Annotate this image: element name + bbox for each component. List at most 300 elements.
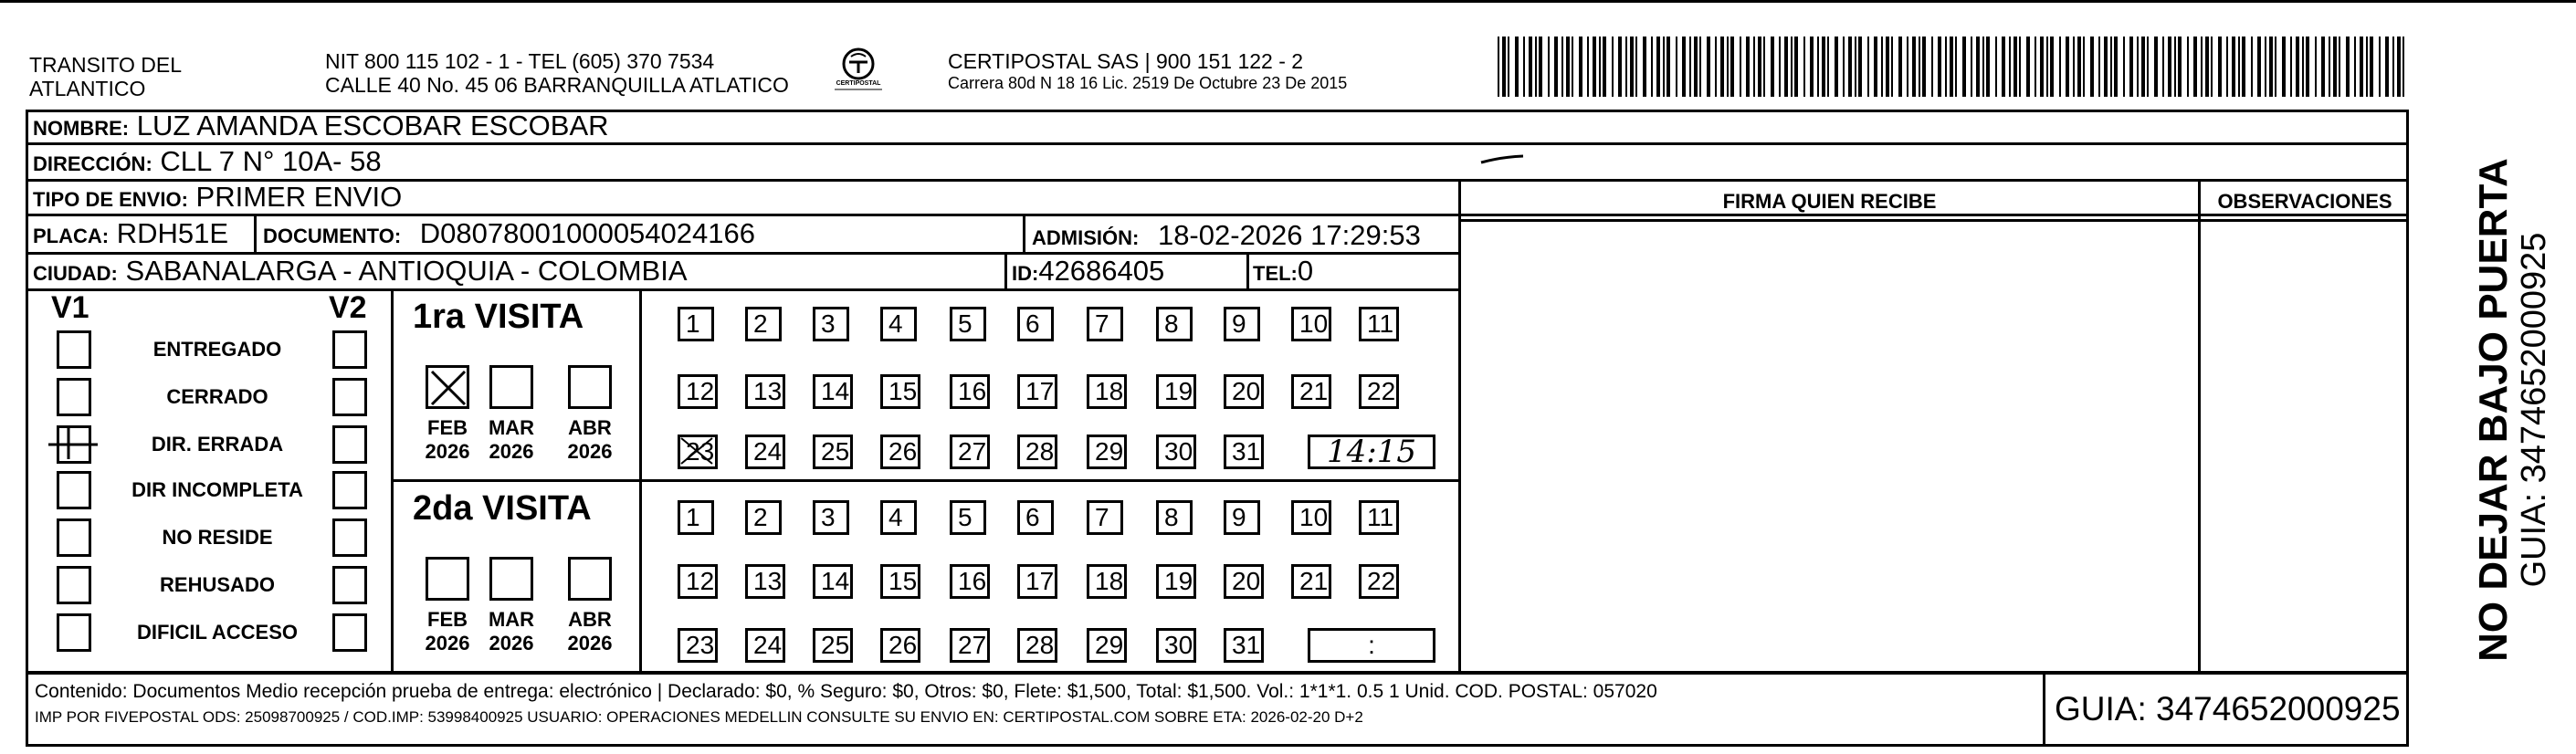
v2-label: V2 <box>329 290 367 325</box>
direccion-field <box>33 145 382 181</box>
barcode-bar <box>2238 37 2240 97</box>
barcode-bar <box>1835 37 1838 97</box>
barcode-bar <box>2290 37 2292 97</box>
v2-checkbox <box>332 330 367 369</box>
day-box: 29 <box>1087 435 1127 469</box>
status-option-label: DIR. ERRADA <box>151 433 284 456</box>
day-box: 7 <box>1087 307 1123 341</box>
month-year: 2026 <box>489 440 534 463</box>
day-box: 20 <box>1224 564 1264 599</box>
barcode-bar <box>1891 37 1893 97</box>
barcode-bar <box>1950 37 1953 97</box>
tipo-label: TIPO DE ENVIO: <box>33 188 188 211</box>
tel-field <box>1253 255 1313 290</box>
barcode-bar <box>2392 37 2394 97</box>
barcode-bar <box>1663 37 1665 97</box>
v2-checkbox <box>332 566 367 604</box>
barcode-bar <box>1689 37 1691 97</box>
rule <box>1458 219 2409 222</box>
barcode-bar <box>2242 37 2245 97</box>
day-box: 19 <box>1156 564 1196 599</box>
day-box: 22 <box>1359 564 1399 599</box>
admision-value: 18-02-2026 17:29:53 <box>1157 219 1421 251</box>
barcode-bar <box>2385 37 2389 97</box>
barcode-bar <box>1848 37 1852 97</box>
barcode-bar <box>1810 37 1814 97</box>
day-box: 28 <box>1017 435 1057 469</box>
barcode-bar <box>1791 37 1793 97</box>
day-box: 9 <box>1224 307 1260 341</box>
barcode-bar <box>1707 37 1710 97</box>
day-box: 26 <box>880 628 920 663</box>
day-box: 19 <box>1156 374 1196 409</box>
day-box: 16 <box>950 564 990 599</box>
id-field <box>1012 255 1164 290</box>
month-name: ABR <box>568 416 612 439</box>
barcode-bar <box>1855 37 1856 97</box>
barcode-bar <box>1523 37 1525 97</box>
barcode-bar <box>2226 37 2228 97</box>
id-value: 42686405 <box>1038 255 1165 287</box>
barcode-bar <box>1919 37 1920 97</box>
footer-contenido: Contenido: Documentos Medio recepción prueba de entrega: electrónico | Declarado: $0, % Seguro: $0, Otros: $0, Flete: $1,500, Total: $1,500. Vol.: 1*1*1. 0.5 1 Unid. COD. POSTAL: 057020 <box>35 681 1657 702</box>
barcode-bar <box>2265 37 2266 97</box>
barcode-bar <box>1618 37 1622 97</box>
barcode-bar <box>1682 37 1686 97</box>
month-label <box>420 416 475 464</box>
barcode-bar <box>2019 37 2021 97</box>
rule <box>254 214 257 252</box>
side-text <box>2418 146 2553 666</box>
v1-checkbox <box>57 425 91 464</box>
nombre-label: NOMBRE: <box>33 117 130 140</box>
barcode-bar <box>1730 37 1734 97</box>
no-dejar-bajo-puerta: NO DEJAR BAJO PUERTA <box>2471 158 2516 662</box>
day-box: 23 <box>678 435 718 469</box>
day-box: 31 <box>1224 628 1264 663</box>
tel-value: 0 <box>1297 255 1314 287</box>
barcode-bar <box>2282 37 2286 97</box>
day-box: 27 <box>950 628 990 663</box>
logo-lettering: CERTIPOSTAL <box>836 80 881 87</box>
barcode-bar <box>2397 37 2401 97</box>
admision-field <box>1032 219 1421 255</box>
day-box: 25 <box>813 628 853 663</box>
rule <box>1004 252 1007 288</box>
barcode-icon <box>1498 37 2411 97</box>
barcode-bar <box>2002 37 2005 97</box>
day-box: 17 <box>1017 374 1057 409</box>
month-name: FEB <box>427 608 468 631</box>
barcode-bar <box>2090 37 2094 97</box>
barcode-bar <box>1694 37 1698 97</box>
v2-checkbox <box>332 425 367 464</box>
barcode-bar <box>2379 37 2381 97</box>
barcode-bar <box>1962 37 1966 97</box>
barcode-bar <box>1931 37 1933 97</box>
barcode-bar <box>1771 37 1774 97</box>
barcode-bar <box>1995 37 1997 97</box>
month-label <box>420 608 475 655</box>
day-box: 25 <box>813 435 853 469</box>
certipostal-logo <box>831 44 886 100</box>
barcode-bar <box>2251 37 2253 97</box>
ciudad-field <box>33 255 688 290</box>
barcode-bar <box>1982 37 1984 97</box>
month-year: 2026 <box>425 440 470 463</box>
day-box: 23 <box>678 628 718 663</box>
month-checkbox <box>426 557 469 601</box>
barcode-bar <box>2035 37 2036 97</box>
barcode-bar <box>1720 37 1724 97</box>
barcode-bar <box>2275 37 2276 97</box>
day-box: 22 <box>1359 374 1399 409</box>
footer-frame <box>26 672 2409 747</box>
day-box: 5 <box>950 500 986 535</box>
barcode-bar <box>1554 37 1558 97</box>
barcode-bar <box>2129 37 2133 97</box>
day-box: 6 <box>1017 500 1054 535</box>
nombre-field <box>33 110 609 145</box>
day-box: 18 <box>1087 564 1127 599</box>
barcode-bar <box>2114 37 2118 97</box>
barcode-bar <box>1515 37 1519 97</box>
barcode-bar <box>1727 37 1729 97</box>
month-year: 2026 <box>425 632 470 655</box>
barcode-bar <box>1548 37 1550 97</box>
barcode-bar <box>2296 37 2299 97</box>
barcode-bar <box>1498 37 1499 97</box>
barcode-bar <box>1794 37 1798 97</box>
firma-header: FIRMA QUIEN RECIBE <box>1722 190 1937 213</box>
direccion-label: DIRECCIÓN: <box>33 152 152 175</box>
ciudad-label: CIUDAD: <box>33 262 118 285</box>
day-box: 15 <box>880 564 920 599</box>
month-label <box>484 416 539 464</box>
barcode-bar <box>2098 37 2100 97</box>
barcode-bar <box>1566 37 1570 97</box>
barcode-bar <box>1593 37 1596 97</box>
status-option-label: DIR INCOMPLETA <box>131 478 303 501</box>
barcode-bar <box>2162 37 2164 97</box>
barcode-bar <box>1763 37 1765 97</box>
direccion-value: CLL 7 N° 10A- 58 <box>160 145 382 177</box>
barcode-bar <box>2193 37 2197 97</box>
nombre-value: LUZ AMANDA ESCOBAR ESCOBAR <box>136 110 609 141</box>
barcode-bar <box>1886 37 1889 97</box>
barcode-bar <box>2137 37 2139 97</box>
barcode-bar <box>1612 37 1614 97</box>
day-box: 4 <box>880 307 917 341</box>
barcode-bar <box>2009 37 2011 97</box>
status-option-label: ENTREGADO <box>152 338 282 361</box>
barcode-bar <box>2218 37 2222 97</box>
month-name: FEB <box>427 416 468 439</box>
barcode-bar <box>1784 37 1788 97</box>
status-option-label: DIFICIL ACCESO <box>136 621 298 644</box>
barcode-bar <box>2040 37 2044 97</box>
ciudad-value: SABANALARGA - ANTIOQUIA - COLOMBIA <box>125 255 688 287</box>
status-option-label: NO RESIDE <box>162 526 273 549</box>
barcode-bar <box>2354 37 2356 97</box>
day-box: 8 <box>1156 307 1193 341</box>
barcode-bar <box>2403 37 2404 97</box>
footer-imp: IMP POR FIVEPOSTAL ODS: 25098700925 / COD.IMP: 53998400925 USUARIO: OPERACIONES MEDELLIN CONSULTE SU ENVIO EN: CERTIPOSTAL.COM SOBRE ETA: 2026-02-20 D+2 <box>35 708 1363 726</box>
barcode-bar <box>2232 37 2235 97</box>
barcode-bar <box>1922 37 1926 97</box>
day-box: 10 <box>1291 500 1331 535</box>
day-box: 27 <box>950 435 990 469</box>
day-box: 18 <box>1087 374 1127 409</box>
month-name: MAR <box>488 416 535 439</box>
barcode-bar <box>2370 37 2373 97</box>
barcode-bar <box>2077 37 2081 97</box>
month-checkbox <box>568 557 612 601</box>
side-guia: GUIA: 3474652000925 <box>2515 232 2553 588</box>
barcode-bar <box>2141 37 2145 97</box>
barcode-bar <box>2187 37 2189 97</box>
day-box: 11 <box>1359 307 1399 341</box>
barcode-bar <box>2306 37 2309 97</box>
barcode-bar <box>2046 37 2048 97</box>
barcode-bar <box>1539 37 1542 97</box>
month-year: 2026 <box>567 440 613 463</box>
month-checkbox <box>489 365 533 409</box>
second-visit-title: 2da VISITA <box>413 489 592 528</box>
month-name: MAR <box>488 608 535 631</box>
day-box: 8 <box>1156 500 1193 535</box>
barcode-bar <box>1625 37 1627 97</box>
day-box: 28 <box>1017 628 1057 663</box>
barcode-bar <box>1561 37 1563 97</box>
barcode-bar <box>1651 37 1653 97</box>
tipo-value: PRIMER ENVIO <box>195 181 403 213</box>
barcode-bar <box>1945 37 1947 97</box>
barcode-bar <box>2346 37 2350 97</box>
barcode-bar <box>1587 37 1589 97</box>
barcode-bar <box>2302 37 2304 97</box>
barcode-bar <box>1938 37 1941 97</box>
barcode-bar <box>2147 37 2149 97</box>
barcode-bar <box>1817 37 1819 97</box>
observaciones-header: OBSERVACIONES <box>2217 190 2392 213</box>
day-box: 2 <box>745 307 782 341</box>
barcode-bar <box>2333 37 2337 97</box>
v2-checkbox <box>332 471 367 509</box>
barcode-bar <box>1535 37 1537 97</box>
day-box: 4 <box>880 500 917 535</box>
barcode-bar <box>2066 37 2069 97</box>
barcode-bar <box>1740 37 1741 97</box>
month-label <box>484 608 539 655</box>
barcode-bar <box>1843 37 1845 97</box>
barcode-bar <box>2059 37 2061 97</box>
barcode-bar <box>2123 37 2125 97</box>
placa-field <box>33 217 228 253</box>
barcode-bar <box>1746 37 1750 97</box>
status-option-label: CERRADO <box>166 385 268 408</box>
month-checkbox <box>568 365 612 409</box>
documento-label: DOCUMENTO: <box>263 225 402 247</box>
barcode-bar <box>1803 37 1805 97</box>
barcode-bar <box>1986 37 1990 97</box>
documento-field <box>263 217 755 253</box>
rule <box>391 479 1461 482</box>
rule <box>1458 179 1461 672</box>
barcode-bar <box>1753 37 1755 97</box>
barcode-bar <box>2026 37 2030 97</box>
v1-checkbox <box>57 518 91 557</box>
tipo-envio-field <box>33 181 402 216</box>
day-box: 11 <box>1359 500 1399 535</box>
day-box: 13 <box>745 564 785 599</box>
rule <box>1023 214 1025 252</box>
day-box: 2 <box>745 500 782 535</box>
barcode-bar <box>2050 37 2054 97</box>
barcode-bar <box>1858 37 1862 97</box>
day-box: 17 <box>1017 564 1057 599</box>
barcode-bar <box>1715 37 1717 97</box>
v1-checkbox <box>57 566 91 604</box>
tel-label: TEL: <box>1253 262 1298 285</box>
barcode-bar <box>1508 37 1509 97</box>
barcode-bar <box>2073 37 2075 97</box>
first-visit-title: 1ra VISITA <box>413 298 584 336</box>
sender-name: TRANSITO DEL ATLANTICO <box>29 53 182 100</box>
barcode-bar <box>2211 37 2213 97</box>
barcode-bar <box>1881 37 1883 97</box>
barcode-bar <box>2269 37 2273 97</box>
barcode-bar <box>2315 37 2317 97</box>
documento-value: D08078001000054024166 <box>419 217 755 249</box>
barcode-bar <box>1874 37 1877 97</box>
barcode-bar <box>2360 37 2363 97</box>
id-label: ID: <box>1012 262 1039 285</box>
barcode-bar <box>2205 37 2209 97</box>
barcode-bar <box>1603 37 1606 97</box>
barcode-bar <box>1779 37 1781 97</box>
barcode-bar <box>1912 37 1916 97</box>
day-box: 15 <box>880 374 920 409</box>
barcode-bar <box>1827 37 1829 97</box>
barcode-bar <box>1635 37 1637 97</box>
month-year: 2026 <box>489 632 534 655</box>
day-box: 21 <box>1291 374 1331 409</box>
day-box: 1 <box>678 500 714 535</box>
day-box: 9 <box>1224 500 1260 535</box>
barcode-bar <box>1643 37 1646 97</box>
barcode-bar <box>1630 37 1634 97</box>
month-label <box>563 416 617 464</box>
barcode-bar <box>2083 37 2085 97</box>
day-box: 24 <box>745 435 785 469</box>
barcode-bar <box>2339 37 2340 97</box>
day-box: 10 <box>1291 307 1331 341</box>
day-box: 31 <box>1224 435 1264 469</box>
v2-checkbox <box>332 613 367 652</box>
barcode-bar <box>2104 37 2108 97</box>
barcode-bar <box>1907 37 1908 97</box>
barcode-bar <box>2154 37 2158 97</box>
day-box: 12 <box>678 564 718 599</box>
pen-mark <box>1479 153 1525 166</box>
first-visit-time: 14:15 <box>1308 435 1435 469</box>
v1-checkbox <box>57 330 91 369</box>
barcode-bar <box>1502 37 1506 97</box>
barcode-bar <box>1656 37 1660 97</box>
day-box: 26 <box>880 435 920 469</box>
day-box: 21 <box>1291 564 1331 599</box>
barcode-bar <box>2178 37 2182 97</box>
rule <box>2198 179 2201 672</box>
day-box: 29 <box>1087 628 1127 663</box>
day-box: 5 <box>950 307 986 341</box>
barcode-bar <box>1758 37 1761 97</box>
v2-checkbox <box>332 518 367 557</box>
second-visit-time: : <box>1308 628 1435 663</box>
status-option-label: REHUSADO <box>160 573 275 596</box>
day-box: 1 <box>678 307 714 341</box>
barcode-bar <box>1955 37 1957 97</box>
barcode-bar <box>2174 37 2176 97</box>
barcode-bar <box>1699 37 1701 97</box>
v2-checkbox <box>332 378 367 416</box>
barcode-bar <box>2257 37 2261 97</box>
barcode-bar <box>1529 37 1532 97</box>
month-checkbox <box>426 365 469 409</box>
day-box: 7 <box>1087 500 1123 535</box>
day-box: 13 <box>745 374 785 409</box>
barcode-bar <box>1572 37 1573 97</box>
day-box: 24 <box>745 628 785 663</box>
barcode-bar <box>1579 37 1582 97</box>
barcode-bar <box>1667 37 1670 97</box>
month-label <box>563 608 617 655</box>
day-box: 14 <box>813 374 853 409</box>
barcode-bar <box>1976 37 1980 97</box>
placa-value: RDH51E <box>116 217 229 249</box>
company-details: CERTIPOSTAL SAS | 900 151 122 - 2 Carrera 80d N 18 16 Lic. 2519 De Octubre 23 De 2015 <box>948 49 1348 92</box>
barcode-bar <box>1898 37 1902 97</box>
day-box: 16 <box>950 374 990 409</box>
barcode-bar <box>1822 37 1825 97</box>
day-box: 12 <box>678 374 718 409</box>
barcode-bar <box>1599 37 1601 97</box>
month-year: 2026 <box>567 632 613 655</box>
month-name: ABR <box>568 608 612 631</box>
rule <box>1246 252 1249 288</box>
day-box: 3 <box>813 500 849 535</box>
day-box: 30 <box>1156 435 1196 469</box>
day-box: 30 <box>1156 628 1196 663</box>
v1-label: V1 <box>51 290 89 325</box>
day-box: 14 <box>813 564 853 599</box>
day-box: 3 <box>813 307 849 341</box>
barcode-bar <box>2329 37 2330 97</box>
barcode-bar <box>2168 37 2171 97</box>
barcode-bar <box>2201 37 2203 97</box>
barcode-bar <box>1971 37 1972 97</box>
v1-checkbox <box>57 613 91 652</box>
top-border <box>0 0 2576 3</box>
barcode-bar <box>2110 37 2112 97</box>
barcode-bar <box>1867 37 1869 97</box>
month-checkbox <box>489 557 533 601</box>
footer-guia: GUIA: 3474652000925 <box>2055 690 2401 728</box>
sender-details: NIT 800 115 102 - 1 - TEL (605) 370 7534 CALLE 40 No. 45 06 BARRANQUILLA ATLATICO <box>325 49 789 97</box>
v1-checkbox <box>57 378 91 416</box>
day-box: 20 <box>1224 374 1264 409</box>
